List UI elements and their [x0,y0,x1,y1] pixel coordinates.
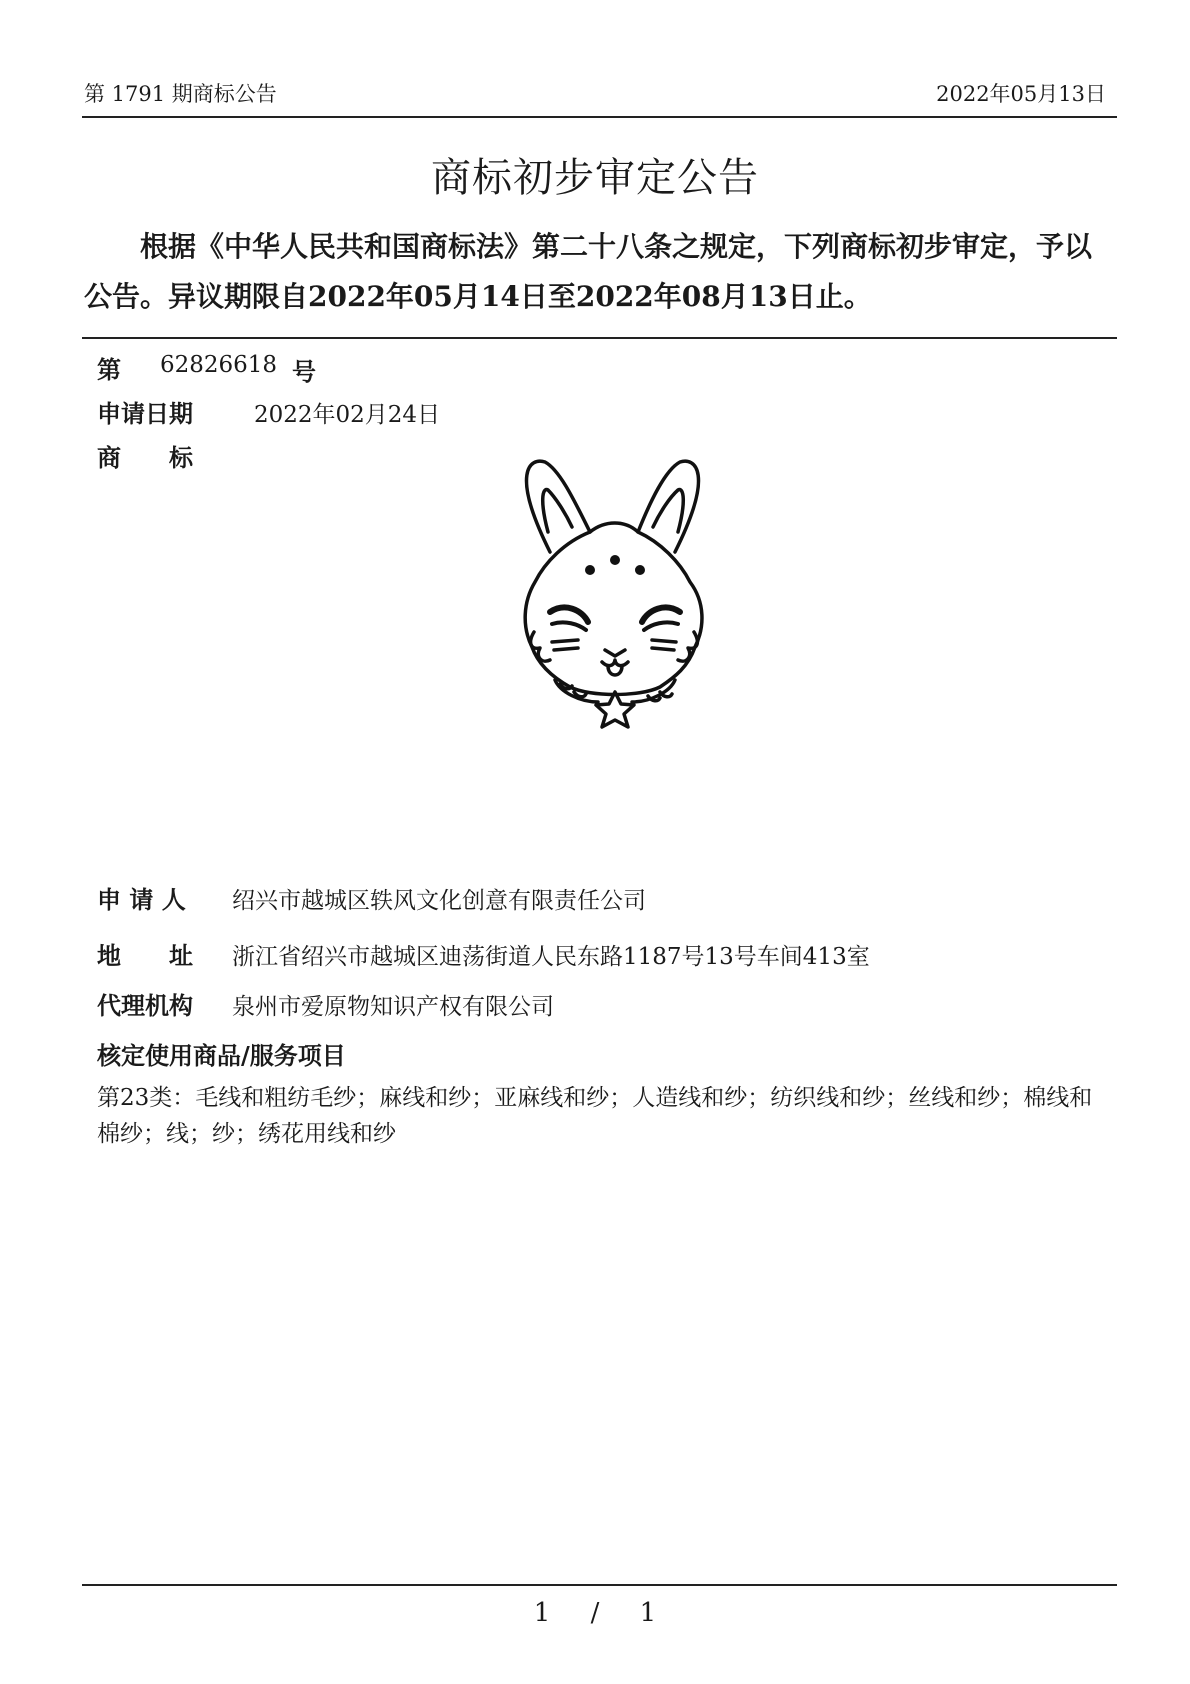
goods-label: 核定使用商品/服务项目 [97,1041,346,1070]
applicant: 绍兴市越城区轶风文化创意有限责任公司 [232,888,646,914]
goods-list: 第23类：毛线和粗纺毛纱；麻线和纱；亚麻线和纱；人造线和纱；纺织线和纱；丝线和纱；棉线和棉纱；线；纱；绣花用线和纱 [97,1085,1093,1147]
number-suffix: 号 [292,357,316,386]
trademark-image [490,452,740,802]
number-prefix: 第 [97,355,121,384]
application-date-label: 申请日期 [97,399,193,428]
total-pages: 1 [639,1598,657,1628]
section-rule [82,337,1117,339]
page-title: 商标初步审定公告 [431,155,759,201]
header-issue: 第 1791 期商标公告 [84,82,277,106]
address: 浙江省绍兴市越城区迪荡街道人民东路1187号13号车间413室 [232,944,870,970]
right-eye [642,607,680,622]
intro-paragraph: 根据《中华人民共和国商标法》第二十八条之规定，下列商标初步审定，予以公告。异议期限自2022年05月14日至2022年08月13日止。 [84,230,1093,313]
left-eye [550,607,588,622]
page-separator: / [590,1598,600,1628]
registration-number: 62826618 [160,352,278,378]
left-ear [527,461,590,552]
footer-rule [82,1584,1117,1586]
page-number [0,1598,1190,1628]
header-rule [82,116,1117,118]
agency: 泉州市爱原物知识产权有限公司 [232,994,554,1020]
agency-label: 代理机构 [97,991,193,1020]
mark-label: 商 标 [97,443,193,472]
star-tag [596,692,634,727]
current-page: 1 [533,1598,551,1628]
header-date: 2022年05月13日 [936,82,1106,106]
application-date: 2022年02月24日 [254,402,441,428]
tongue [608,666,622,675]
address-label: 地 址 [97,941,193,970]
applicant-label: 申 请 人 [97,885,186,914]
